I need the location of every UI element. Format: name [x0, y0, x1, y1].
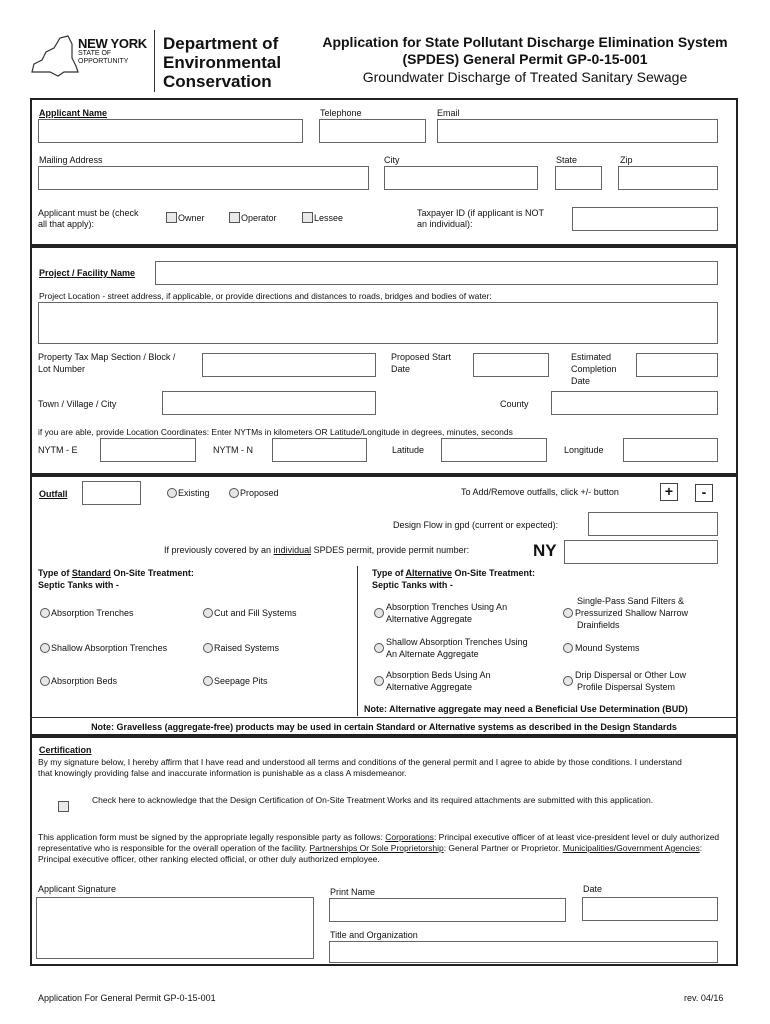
- zip-input[interactable]: [618, 166, 718, 190]
- project-name-input[interactable]: [155, 261, 718, 285]
- longitude-label: Longitude: [564, 445, 604, 455]
- ny-prefix: NY: [533, 541, 557, 560]
- email-input[interactable]: [437, 119, 718, 143]
- latitude-input[interactable]: [441, 438, 547, 462]
- mailing-address-label: Mailing Address: [39, 155, 103, 165]
- print-name-input[interactable]: [329, 898, 566, 922]
- footer-form-name: Application For General Permit GP-0-15-001: [38, 993, 216, 1003]
- prev-covered-text-b: SPDES permit, provide permit number:: [311, 545, 470, 555]
- logo-ny-line3: OPPORTUNITY: [78, 58, 129, 65]
- zip-label: Zip: [620, 155, 633, 165]
- form-subtitle: Groundwater Discharge of Treated Sanitary Sewage: [362, 69, 688, 85]
- form-title-line1: Application for State Pollutant Discharge Elimination System: [322, 34, 728, 50]
- signatory-text-a: This application form must be signed by the appropriate legally responsible party as follows:: [38, 832, 386, 842]
- gravelless-divider: [30, 717, 738, 718]
- alt-absorption-trenches-radio[interactable]: [374, 608, 384, 618]
- alt-trenches-label-2: Alternative Aggregate: [386, 614, 473, 624]
- telephone-label: Telephone: [320, 108, 362, 118]
- std-absorption-trenches-radio[interactable]: [40, 608, 50, 618]
- city-label: City: [384, 155, 400, 165]
- prev-covered-text-underline: individual: [273, 545, 312, 555]
- county-label: County: [500, 399, 529, 409]
- std-seepage-pits-radio[interactable]: [203, 676, 213, 686]
- permit-number-input[interactable]: [564, 540, 718, 564]
- taxpayer-id-label-1: Taxpayer ID (if applicant is NOT: [417, 208, 545, 218]
- taxpayer-id-label-2: an individual):: [417, 219, 473, 229]
- operator-checkbox[interactable]: [229, 212, 240, 223]
- title-organization-label: Title and Organization: [330, 930, 418, 940]
- prev-covered-text-a: If previously covered by an: [164, 545, 274, 555]
- alternative-treatment-heading: [372, 568, 535, 579]
- alt-beds-label-1: Absorption Beds Using An: [386, 670, 491, 680]
- alt-shallow-label-2: An Alternate Aggregate: [386, 649, 479, 659]
- proposed-start-label-2: Date: [391, 364, 411, 374]
- applicant-signature-label: Applicant Signature: [38, 884, 117, 894]
- alternative-aggregate-note: Note: Alternative aggregate may need a Beneficial Use Determination (BUD): [364, 704, 688, 714]
- std-seepage-pits-label: Seepage Pits: [214, 676, 268, 686]
- signatory-text-d: : Principal executive officer, other ranking elected official, or other duly authorized employee.: [38, 843, 703, 864]
- applicant-name-input[interactable]: [38, 119, 303, 143]
- completion-label-1: Estimated: [571, 352, 612, 362]
- logo-ny-line2: STATE OF: [78, 50, 112, 57]
- logo-ny-title: NEW YORK: [78, 36, 147, 51]
- standard-heading-underline: Standard: [71, 568, 111, 578]
- alt-sand-label-1: Single-Pass Sand Filters &: [577, 596, 685, 606]
- std-shallow-trenches-label: Shallow Absorption Trenches: [51, 643, 168, 653]
- nytm-n-input[interactable]: [272, 438, 367, 462]
- proposed-start-date-input[interactable]: [473, 353, 549, 377]
- alt-absorption-beds-radio[interactable]: [374, 676, 384, 686]
- email-label: Email: [437, 108, 460, 118]
- alt-mound-radio[interactable]: [563, 643, 573, 653]
- date-label: Date: [583, 884, 603, 894]
- completion-label-3: Date: [571, 376, 591, 386]
- alt-drip-label-2: Profile Dispersal System: [577, 682, 676, 692]
- state-input[interactable]: [555, 166, 602, 190]
- alt-shallow-trenches-radio[interactable]: [374, 643, 384, 653]
- signatory-municipalities: Municipalities/Government Agencies: [562, 843, 700, 853]
- outfall-label: Outfall: [39, 489, 68, 499]
- alternative-septic-heading: Septic Tanks with -: [372, 580, 453, 590]
- project-location-input[interactable]: [38, 302, 718, 344]
- std-cut-fill-label: Cut and Fill Systems: [214, 608, 297, 618]
- alt-beds-label-2: Alternative Aggregate: [386, 682, 473, 692]
- latitude-label: Latitude: [392, 445, 425, 455]
- design-certification-checkbox[interactable]: [58, 801, 69, 812]
- std-cut-fill-radio[interactable]: [203, 608, 213, 618]
- applicant-must-be-label-2: all that apply):: [38, 219, 95, 229]
- state-label: State: [556, 155, 578, 165]
- project-location-label: Project Location - street address, if applicable, or provide directions and distances to roads, bridges and bodies of water:: [39, 291, 492, 301]
- treatment-divider: [357, 566, 358, 716]
- taxpayer-id-input[interactable]: [572, 207, 718, 231]
- logo-dept-line3: Conservation: [163, 72, 272, 91]
- mailing-address-input[interactable]: [38, 166, 369, 190]
- alt-trenches-label-1: Absorption Trenches Using An: [386, 602, 508, 612]
- town-label: Town / Village / City: [38, 399, 117, 409]
- form-title-line2: (SPDES) General Permit GP-0-15-001: [402, 51, 648, 67]
- outfall-existing-radio[interactable]: [167, 488, 177, 498]
- std-absorption-beds-radio[interactable]: [40, 676, 50, 686]
- prev-covered-label: [164, 545, 469, 556]
- nytm-e-input[interactable]: [100, 438, 196, 462]
- standard-treatment-heading: [38, 568, 194, 579]
- owner-checkbox[interactable]: [166, 212, 177, 223]
- gravelless-note: Note: Gravelless (aggregate-free) products may be used in certain Standard or Alternative systems as described in the Design Standards: [91, 722, 677, 732]
- alt-mound-label: Mound Systems: [575, 643, 640, 653]
- applicant-signature-field[interactable]: [36, 897, 314, 959]
- coordinates-note: if you are able, provide Location Coordinates: Enter NYTMs in kilometers OR Latitude/Longitude in degrees, minutes, seconds: [38, 427, 513, 437]
- standard-heading-a: Type of: [38, 568, 72, 578]
- add-outfall-button[interactable]: +: [660, 483, 678, 501]
- alternative-heading-underline: Alternative: [405, 568, 453, 578]
- logo-dept-line1: Department of: [163, 34, 279, 53]
- alt-sand-label-3: Drainfields: [577, 620, 620, 630]
- outfall-existing-label: Existing: [178, 488, 210, 498]
- design-certification-text: Check here to acknowledge that the Design Certification of On-Site Treatment Works and its required attachments are submitted with this application.: [92, 795, 654, 805]
- ny-state-map-icon: [28, 32, 80, 78]
- alt-sand-label-2: Pressurized Shallow Narrow: [575, 608, 689, 618]
- std-raised-label: Raised Systems: [214, 643, 280, 653]
- standard-septic-heading: Septic Tanks with -: [38, 580, 119, 590]
- tax-map-input[interactable]: [202, 353, 376, 377]
- logo-dept-line2: Environmental: [163, 53, 282, 72]
- tax-map-label-2: Lot Number: [38, 364, 86, 374]
- alt-drip-dispersal-radio[interactable]: [563, 676, 573, 686]
- owner-label: Owner: [178, 213, 205, 223]
- certification-affirmation: By my signature below, I hereby affirm that I have read and understood all terms and conditions of the general permit and I agree to abide by those conditions. I understand that knowingly providing false and inaccurate information is punishable as a class A misdemeanor.: [38, 757, 682, 778]
- lessee-checkbox[interactable]: [302, 212, 313, 223]
- outfall-number-input[interactable]: [82, 481, 141, 505]
- proposed-start-label-1: Proposed Start: [391, 352, 452, 362]
- std-raised-radio[interactable]: [203, 643, 213, 653]
- std-absorption-beds-label: Absorption Beds: [51, 676, 118, 686]
- signatory-requirements: [38, 832, 720, 865]
- outfall-proposed-label: Proposed: [240, 488, 279, 498]
- title-organization-input[interactable]: [329, 941, 718, 963]
- signatory-text-b: : Principal executive officer of at least vice-president level or duly authorized representative who is responsible for the overall operation of the facility.: [38, 832, 720, 853]
- outfall-proposed-radio[interactable]: [229, 488, 239, 498]
- estimated-completion-date-input[interactable]: [636, 353, 718, 377]
- signatory-partnerships: Partnerships Or Sole Proprietorship: [309, 843, 444, 853]
- telephone-input[interactable]: [319, 119, 426, 143]
- applicant-name-label: Applicant Name: [39, 108, 108, 118]
- county-input[interactable]: [551, 391, 718, 415]
- design-flow-input[interactable]: [588, 512, 718, 536]
- project-name-label: Project / Facility Name: [39, 268, 136, 278]
- standard-heading-b: On-Site Treatment:: [110, 568, 194, 578]
- nytm-e-label: NYTM - E: [38, 445, 78, 455]
- alt-drip-label-1: Drip Dispersal or Other Low: [575, 670, 687, 680]
- signatory-text-c: : General Partner or Proprietor.: [443, 843, 563, 853]
- certification-heading: Certification: [39, 745, 92, 755]
- lessee-label: Lessee: [314, 213, 344, 223]
- std-absorption-trenches-label: Absorption Trenches: [51, 608, 134, 618]
- town-input[interactable]: [162, 391, 376, 415]
- tax-map-label-1: Property Tax Map Section / Block /: [38, 352, 176, 362]
- operator-label: Operator: [241, 213, 277, 223]
- completion-label-2: Completion: [571, 364, 617, 374]
- alt-sand-filters-radio[interactable]: [563, 608, 573, 618]
- applicant-must-be-label-1: Applicant must be (check: [38, 208, 139, 218]
- design-flow-label: Design Flow in gpd (current or expected):: [393, 520, 559, 530]
- std-shallow-trenches-radio[interactable]: [40, 643, 50, 653]
- city-input[interactable]: [384, 166, 538, 190]
- alternative-heading-a: Type of: [372, 568, 406, 578]
- alt-shallow-label-1: Shallow Absorption Trenches Using: [386, 637, 528, 647]
- print-name-label: Print Name: [330, 887, 376, 897]
- date-input[interactable]: [582, 897, 718, 921]
- longitude-input[interactable]: [623, 438, 718, 462]
- signatory-corporations: Corporations: [385, 832, 434, 842]
- remove-outfall-button[interactable]: -: [695, 484, 713, 502]
- footer-revision: rev. 04/16: [684, 993, 724, 1003]
- logo-divider: [154, 30, 155, 92]
- add-remove-outfalls-text: To Add/Remove outfalls, click +/- button: [461, 487, 619, 497]
- alternative-heading-b: On-Site Treatment:: [452, 568, 536, 578]
- nytm-n-label: NYTM - N: [213, 445, 253, 455]
